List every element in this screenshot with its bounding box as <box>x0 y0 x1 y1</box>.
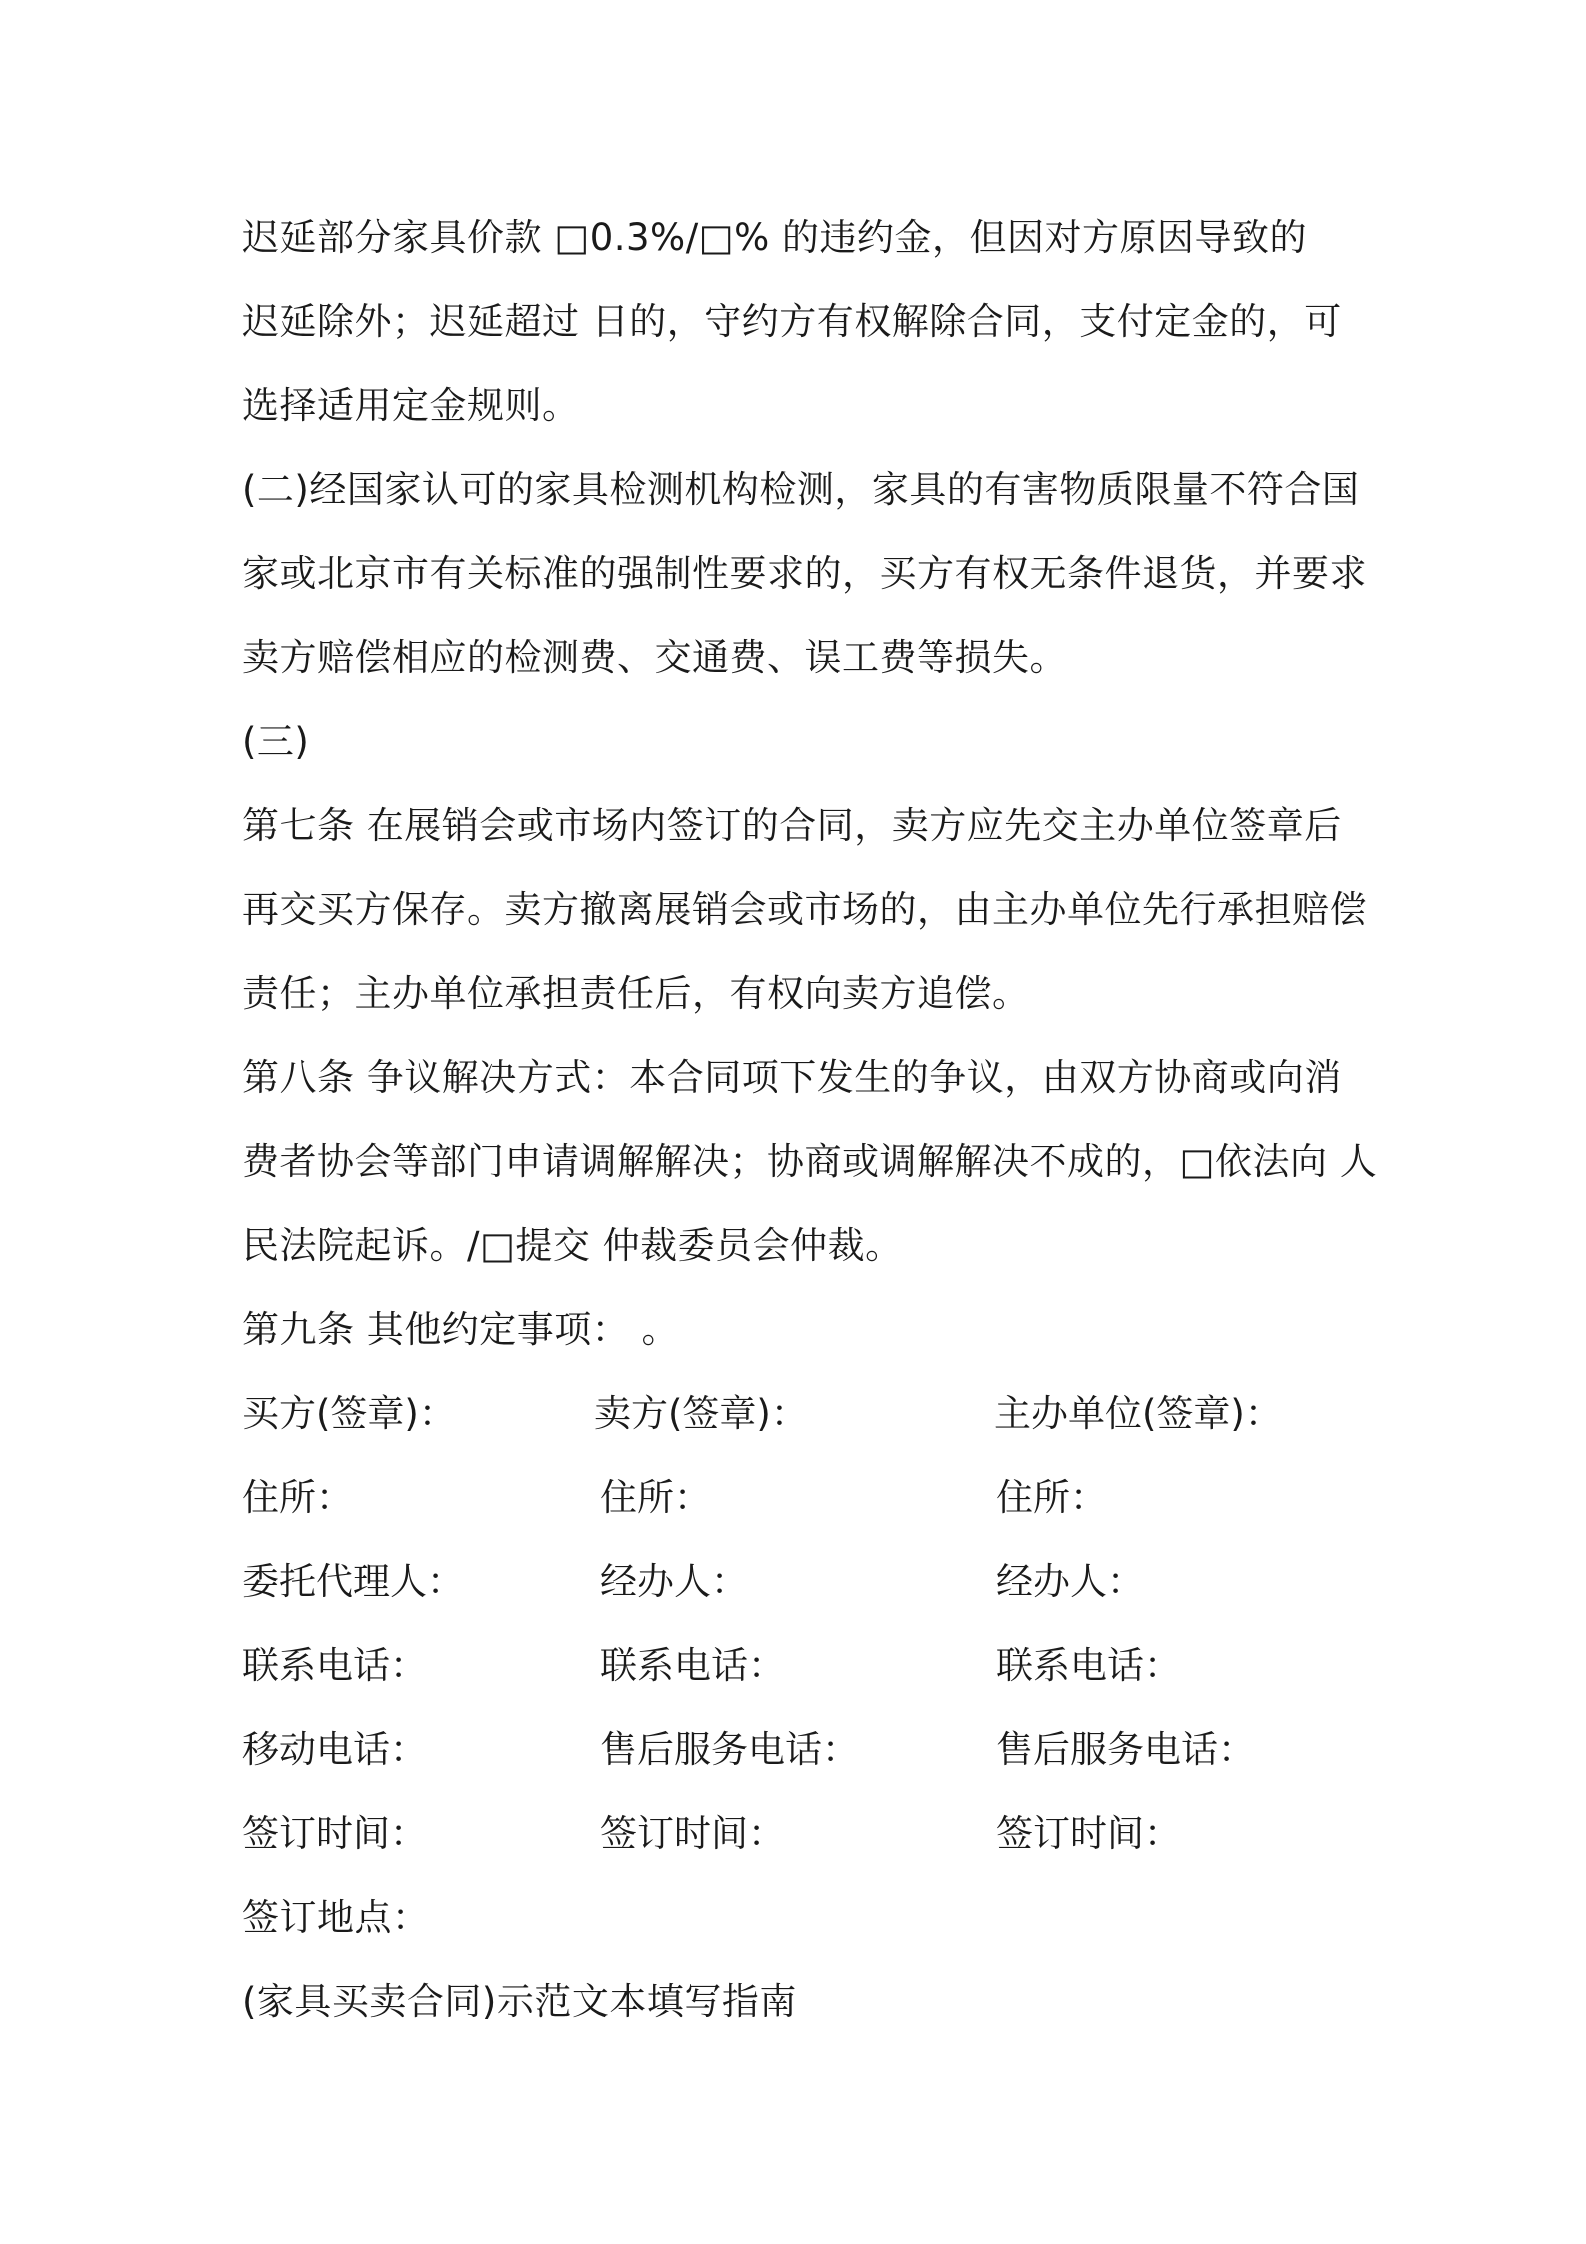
organizer-phone-label: 联系电话： <box>996 1644 1181 1687</box>
seller-address-label: 住所： <box>600 1476 711 1519</box>
organizer-address-label: 住所： <box>996 1476 1107 1519</box>
article-8-line: 民法院起诉。/□提交 仲裁委员会仲裁。 <box>242 1224 903 1267</box>
buyer-date-label: 签订时间： <box>242 1812 427 1855</box>
buyer-phone-label: 联系电话： <box>242 1644 427 1687</box>
paragraph-line: (二)经国家认可的家具检测机构检测，家具的有害物质限量不符合国 <box>242 468 1360 511</box>
paragraph-line: 家或北京市有关标准的强制性要求的，买方有权无条件退货，并要求 <box>242 552 1367 595</box>
paragraph-line: 选择适用定金规则。 <box>242 384 580 427</box>
footer-title: (家具买卖合同)示范文本填写指南 <box>242 1980 797 2023</box>
organizer-handler-label: 经办人： <box>996 1560 1144 1603</box>
seller-service-phone-label: 售后服务电话： <box>600 1728 859 1771</box>
signature-row <box>242 1624 1362 1708</box>
signature-row <box>242 1792 1362 1876</box>
seller-phone-label: 联系电话： <box>600 1644 785 1687</box>
article-7-line: 责任；主办单位承担责任后，有权向卖方追偿。 <box>242 972 1030 1015</box>
signing-place-label: 签订地点： <box>242 1896 430 1939</box>
paragraph-line: (三) <box>242 720 310 763</box>
buyer-sign-label: 买方(签章)： <box>242 1392 456 1435</box>
signature-row <box>242 1540 1362 1624</box>
buyer-agent-label: 委托代理人： <box>242 1560 464 1603</box>
article-8-line: 费者协会等部门申请调解解决；协商或调解解决不成的，□依法向 人 <box>242 1140 1378 1183</box>
signature-row <box>242 1708 1362 1792</box>
seller-date-label: 签订时间： <box>600 1812 785 1855</box>
seller-sign-label: 卖方(签章)： <box>594 1392 808 1435</box>
signature-row <box>242 1456 1362 1540</box>
paragraph-line: 卖方赔偿相应的检测费、交通费、误工费等损失。 <box>242 636 1067 679</box>
article-9-line: 第九条 其他约定事项： 。 <box>242 1308 680 1351</box>
article-7-line: 再交买方保存。卖方撤离展销会或市场的，由主办单位先行承担赔偿 <box>242 888 1367 931</box>
document-page <box>242 196 1378 2044</box>
organizer-date-label: 签订时间： <box>996 1812 1181 1855</box>
organizer-service-phone-label: 售后服务电话： <box>996 1728 1255 1771</box>
paragraph-line: 迟延部分家具价款 □0.3%/□% 的违约金，但因对方原因导致的 <box>242 216 1308 259</box>
buyer-mobile-label: 移动电话： <box>242 1728 427 1771</box>
buyer-address-label: 住所： <box>242 1476 353 1519</box>
signature-row <box>242 1372 1362 1456</box>
paragraph-line: 迟延除外；迟延超过 日的，守约方有权解除合同，支付定金的，可 <box>242 300 1342 343</box>
article-7-line: 第七条 在展销会或市场内签订的合同，卖方应先交主办单位签章后 <box>242 804 1342 847</box>
seller-handler-label: 经办人： <box>600 1560 748 1603</box>
article-8-line: 第八条 争议解决方式：本合同项下发生的争议，由双方协商或向消 <box>242 1056 1342 1099</box>
organizer-sign-label: 主办单位(签章)： <box>994 1392 1282 1435</box>
